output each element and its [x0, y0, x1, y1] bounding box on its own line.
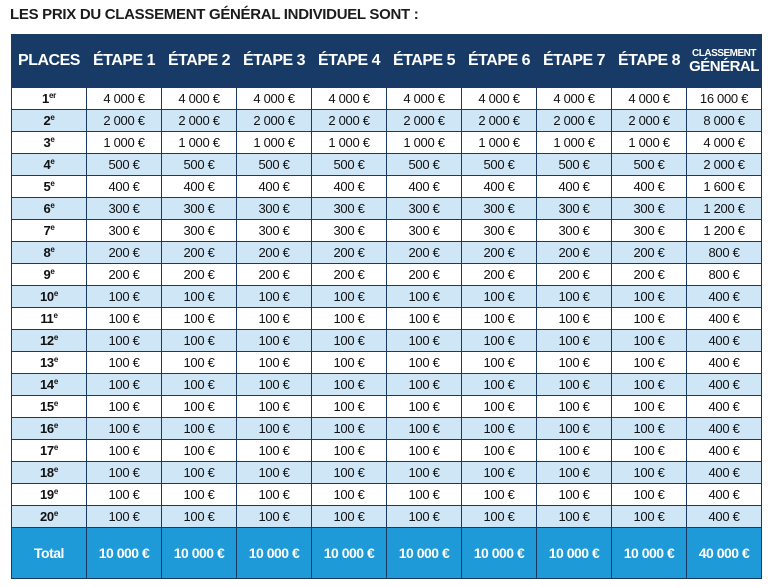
stage-prize-cell: 100 €	[387, 484, 462, 506]
table-row	[12, 176, 762, 198]
stage-prize-cell: 500 €	[312, 154, 387, 176]
stage-prize-cell: 300 €	[162, 220, 237, 242]
place-number: 6	[43, 201, 51, 216]
stage-prize-cell: 400 €	[237, 176, 312, 198]
stage-prize-cell: 100 €	[612, 374, 687, 396]
table-row	[12, 374, 762, 396]
stage-prize-cell: 100 €	[87, 396, 162, 418]
place-suffix: e	[53, 289, 59, 298]
general-prize-cell: 800 €	[687, 242, 762, 264]
general-prize-cell: 400 €	[687, 396, 762, 418]
stage-prize-cell: 300 €	[237, 198, 312, 220]
stage-prize-cell: 100 €	[87, 330, 162, 352]
total-row	[12, 528, 762, 579]
table-row	[12, 242, 762, 264]
stage-prize-cell: 300 €	[237, 220, 312, 242]
header-general-bottom: GÉNÉRAL	[689, 57, 759, 75]
table-row	[12, 110, 762, 132]
stage-prize-cell: 1 000 €	[162, 132, 237, 154]
place-cell	[12, 396, 87, 418]
stage-prize-cell: 100 €	[237, 396, 312, 418]
stage-prize-cell: 100 €	[312, 396, 387, 418]
table-row	[12, 506, 762, 528]
stage-prize-cell: 100 €	[237, 286, 312, 308]
stage-prize-cell: 100 €	[462, 396, 537, 418]
place-suffix: e	[50, 135, 55, 144]
table-row	[12, 286, 762, 308]
stage-prize-cell: 2 000 €	[162, 110, 237, 132]
stage-prize-cell: 300 €	[612, 220, 687, 242]
place-cell	[12, 132, 87, 154]
stage-prize-cell: 500 €	[387, 154, 462, 176]
table-row	[12, 154, 762, 176]
total-general: 40 000 €	[687, 528, 762, 579]
place-cell	[12, 440, 87, 462]
place-suffix: e	[50, 223, 55, 232]
stage-prize-cell: 200 €	[162, 264, 237, 286]
stage-prize-cell: 100 €	[612, 506, 687, 528]
stage-prize-cell: 400 €	[612, 176, 687, 198]
stage-prize-cell: 200 €	[537, 242, 612, 264]
general-prize-cell: 400 €	[687, 286, 762, 308]
stage-prize-cell: 100 €	[162, 374, 237, 396]
general-prize-cell: 4 000 €	[687, 132, 762, 154]
stage-prize-cell: 200 €	[612, 264, 687, 286]
place-cell	[12, 176, 87, 198]
stage-prize-cell: 4 000 €	[312, 88, 387, 110]
place-suffix: e	[50, 113, 55, 122]
stage-prize-cell: 100 €	[162, 396, 237, 418]
place-suffix: e	[53, 377, 59, 386]
place-number: 8	[43, 245, 51, 260]
stage-prize-cell: 100 €	[387, 352, 462, 374]
stage-prize-cell: 100 €	[162, 506, 237, 528]
general-prize-cell: 400 €	[687, 418, 762, 440]
page-title: LES PRIX DU CLASSEMENT GÉNÉRAL INDIVIDUEL SONT :	[10, 6, 419, 23]
place-suffix: e	[53, 399, 59, 408]
total-stage: 10 000 €	[462, 528, 537, 579]
stage-prize-cell: 100 €	[387, 418, 462, 440]
total-stage: 10 000 €	[237, 528, 312, 579]
table-row	[12, 132, 762, 154]
header-stage: ÉTAPE 5	[387, 35, 462, 88]
general-prize-cell: 8 000 €	[687, 110, 762, 132]
general-prize-cell: 400 €	[687, 330, 762, 352]
header-stage: ÉTAPE 8	[612, 35, 687, 88]
general-prize-cell: 16 000 €	[687, 88, 762, 110]
place-cell	[12, 198, 87, 220]
stage-prize-cell: 100 €	[237, 374, 312, 396]
place-suffix: e	[53, 509, 59, 518]
place-number: 16	[39, 421, 54, 436]
header-places: PLACES	[12, 35, 87, 88]
stage-prize-cell: 100 €	[387, 440, 462, 462]
header-stage: ÉTAPE 1	[87, 35, 162, 88]
table-row	[12, 396, 762, 418]
header-stage: ÉTAPE 3	[237, 35, 312, 88]
stage-prize-cell: 100 €	[612, 462, 687, 484]
place-suffix: e	[53, 465, 59, 474]
place-suffix: e	[53, 333, 59, 342]
place-cell	[12, 418, 87, 440]
stage-prize-cell: 100 €	[312, 506, 387, 528]
stage-prize-cell: 1 000 €	[87, 132, 162, 154]
total-stage: 10 000 €	[87, 528, 162, 579]
stage-prize-cell: 100 €	[312, 286, 387, 308]
stage-prize-cell: 100 €	[87, 352, 162, 374]
stage-prize-cell: 100 €	[462, 462, 537, 484]
stage-prize-cell: 300 €	[462, 198, 537, 220]
place-suffix: e	[53, 487, 59, 496]
stage-prize-cell: 100 €	[537, 308, 612, 330]
place-suffix: e	[50, 201, 55, 210]
place-number: 18	[39, 465, 54, 480]
table-row	[12, 418, 762, 440]
stage-prize-cell: 500 €	[87, 154, 162, 176]
stage-prize-cell: 300 €	[537, 220, 612, 242]
header-stage: ÉTAPE 2	[162, 35, 237, 88]
place-suffix: e	[53, 355, 59, 364]
place-cell	[12, 462, 87, 484]
general-prize-cell: 400 €	[687, 352, 762, 374]
place-number: 2	[43, 113, 51, 128]
stage-prize-cell: 100 €	[312, 352, 387, 374]
place-number: 15	[39, 399, 54, 414]
stage-prize-cell: 1 000 €	[537, 132, 612, 154]
stage-prize-cell: 100 €	[162, 440, 237, 462]
stage-prize-cell: 100 €	[162, 286, 237, 308]
stage-prize-cell: 100 €	[612, 308, 687, 330]
stage-prize-cell: 500 €	[612, 154, 687, 176]
place-cell	[12, 88, 87, 110]
stage-prize-cell: 200 €	[87, 242, 162, 264]
place-suffix: er	[48, 91, 56, 100]
stage-prize-cell: 100 €	[237, 352, 312, 374]
place-cell	[12, 242, 87, 264]
stage-prize-cell: 400 €	[537, 176, 612, 198]
general-prize-cell: 400 €	[687, 308, 762, 330]
place-cell	[12, 308, 87, 330]
stage-prize-cell: 200 €	[612, 242, 687, 264]
place-suffix: e	[50, 179, 55, 188]
stage-prize-cell: 100 €	[162, 352, 237, 374]
stage-prize-cell: 200 €	[237, 264, 312, 286]
stage-prize-cell: 2 000 €	[462, 110, 537, 132]
stage-prize-cell: 200 €	[312, 242, 387, 264]
stage-prize-cell: 200 €	[462, 264, 537, 286]
general-prize-cell: 400 €	[687, 462, 762, 484]
stage-prize-cell: 200 €	[462, 242, 537, 264]
stage-prize-cell: 300 €	[312, 220, 387, 242]
stage-prize-cell: 500 €	[162, 154, 237, 176]
stage-prize-cell: 100 €	[312, 308, 387, 330]
place-cell	[12, 506, 87, 528]
stage-prize-cell: 300 €	[387, 220, 462, 242]
total-label: Total	[12, 528, 87, 579]
stage-prize-cell: 100 €	[312, 330, 387, 352]
stage-prize-cell: 4 000 €	[87, 88, 162, 110]
place-number: 19	[39, 487, 54, 502]
stage-prize-cell: 100 €	[537, 506, 612, 528]
stage-prize-cell: 100 €	[162, 462, 237, 484]
stage-prize-cell: 4 000 €	[162, 88, 237, 110]
table-row	[12, 462, 762, 484]
table-row	[12, 264, 762, 286]
stage-prize-cell: 100 €	[537, 352, 612, 374]
place-number: 5	[43, 179, 51, 194]
place-cell	[12, 110, 87, 132]
place-cell	[12, 154, 87, 176]
place-cell	[12, 374, 87, 396]
stage-prize-cell: 100 €	[387, 374, 462, 396]
stage-prize-cell: 300 €	[462, 220, 537, 242]
general-prize-cell: 1 200 €	[687, 220, 762, 242]
stage-prize-cell: 100 €	[462, 506, 537, 528]
stage-prize-cell: 100 €	[462, 286, 537, 308]
stage-prize-cell: 2 000 €	[237, 110, 312, 132]
stage-prize-cell: 100 €	[237, 484, 312, 506]
stage-prize-cell: 100 €	[237, 330, 312, 352]
stage-prize-cell: 500 €	[237, 154, 312, 176]
stage-prize-cell: 100 €	[87, 484, 162, 506]
stage-prize-cell: 100 €	[237, 418, 312, 440]
stage-prize-cell: 100 €	[237, 440, 312, 462]
stage-prize-cell: 4 000 €	[237, 88, 312, 110]
stage-prize-cell: 100 €	[312, 418, 387, 440]
place-suffix: e	[50, 245, 55, 254]
stage-prize-cell: 100 €	[537, 440, 612, 462]
header-stage: ÉTAPE 7	[537, 35, 612, 88]
table-row	[12, 330, 762, 352]
stage-prize-cell: 100 €	[537, 484, 612, 506]
header-stage: ÉTAPE 6	[462, 35, 537, 88]
stage-prize-cell: 100 €	[612, 418, 687, 440]
stage-prize-cell: 100 €	[537, 462, 612, 484]
stage-prize-cell: 500 €	[462, 154, 537, 176]
stage-prize-cell: 100 €	[87, 462, 162, 484]
place-number: 1	[42, 91, 49, 106]
table-row	[12, 308, 762, 330]
stage-prize-cell: 100 €	[612, 286, 687, 308]
total-stage: 10 000 €	[612, 528, 687, 579]
table-row	[12, 352, 762, 374]
stage-prize-cell: 100 €	[387, 506, 462, 528]
stage-prize-cell: 2 000 €	[312, 110, 387, 132]
place-number: 10	[39, 289, 54, 304]
place-number: 3	[43, 135, 51, 150]
stage-prize-cell: 2 000 €	[87, 110, 162, 132]
stage-prize-cell: 100 €	[612, 396, 687, 418]
place-number: 20	[39, 509, 54, 524]
total-stage: 10 000 €	[162, 528, 237, 579]
place-suffix: e	[53, 311, 58, 320]
stage-prize-cell: 100 €	[462, 374, 537, 396]
stage-prize-cell: 100 €	[612, 484, 687, 506]
stage-prize-cell: 100 €	[462, 440, 537, 462]
stage-prize-cell: 4 000 €	[612, 88, 687, 110]
stage-prize-cell: 200 €	[387, 264, 462, 286]
header-stage: ÉTAPE 4	[312, 35, 387, 88]
general-prize-cell: 1 200 €	[687, 198, 762, 220]
place-number: 7	[43, 223, 51, 238]
stage-prize-cell: 100 €	[537, 330, 612, 352]
stage-prize-cell: 500 €	[537, 154, 612, 176]
place-cell	[12, 330, 87, 352]
general-prize-cell: 2 000 €	[687, 154, 762, 176]
place-cell	[12, 220, 87, 242]
stage-prize-cell: 100 €	[87, 440, 162, 462]
stage-prize-cell: 1 000 €	[237, 132, 312, 154]
stage-prize-cell: 100 €	[462, 418, 537, 440]
stage-prize-cell: 400 €	[162, 176, 237, 198]
general-prize-cell: 400 €	[687, 484, 762, 506]
stage-prize-cell: 100 €	[537, 418, 612, 440]
place-suffix: e	[50, 267, 55, 276]
general-prize-cell: 400 €	[687, 506, 762, 528]
place-cell	[12, 484, 87, 506]
place-cell	[12, 352, 87, 374]
stage-prize-cell: 100 €	[612, 352, 687, 374]
stage-prize-cell: 100 €	[612, 330, 687, 352]
place-suffix: e	[53, 443, 59, 452]
stage-prize-cell: 300 €	[87, 220, 162, 242]
stage-prize-cell: 400 €	[387, 176, 462, 198]
header-general-top: CLASSEMENT	[692, 47, 756, 59]
place-number: 14	[39, 377, 54, 392]
stage-prize-cell: 100 €	[462, 330, 537, 352]
stage-prize-cell: 100 €	[312, 484, 387, 506]
stage-prize-cell: 100 €	[462, 352, 537, 374]
stage-prize-cell: 300 €	[612, 198, 687, 220]
total-stage: 10 000 €	[312, 528, 387, 579]
stage-prize-cell: 100 €	[87, 506, 162, 528]
stage-prize-cell: 100 €	[312, 374, 387, 396]
place-number: 13	[39, 355, 54, 370]
general-prize-cell: 400 €	[687, 440, 762, 462]
stage-prize-cell: 400 €	[462, 176, 537, 198]
general-prize-cell: 800 €	[687, 264, 762, 286]
stage-prize-cell: 4 000 €	[537, 88, 612, 110]
stage-prize-cell: 300 €	[537, 198, 612, 220]
table-row	[12, 88, 762, 110]
stage-prize-cell: 100 €	[387, 396, 462, 418]
stage-prize-cell: 200 €	[537, 264, 612, 286]
stage-prize-cell: 100 €	[612, 440, 687, 462]
stage-prize-cell: 4 000 €	[387, 88, 462, 110]
stage-prize-cell: 200 €	[387, 242, 462, 264]
general-prize-cell: 400 €	[687, 374, 762, 396]
place-suffix: e	[50, 157, 55, 166]
stage-prize-cell: 100 €	[537, 374, 612, 396]
stage-prize-cell: 100 €	[312, 440, 387, 462]
stage-prize-cell: 200 €	[162, 242, 237, 264]
header-general	[687, 35, 762, 88]
stage-prize-cell: 300 €	[162, 198, 237, 220]
place-suffix: e	[53, 421, 59, 430]
place-cell	[12, 264, 87, 286]
table-row	[12, 198, 762, 220]
stage-prize-cell: 100 €	[462, 484, 537, 506]
stage-prize-cell: 100 €	[387, 330, 462, 352]
stage-prize-cell: 1 000 €	[612, 132, 687, 154]
stage-prize-cell: 300 €	[387, 198, 462, 220]
stage-prize-cell: 1 000 €	[312, 132, 387, 154]
stage-prize-cell: 100 €	[312, 462, 387, 484]
general-prize-cell: 1 600 €	[687, 176, 762, 198]
place-number: 12	[39, 333, 54, 348]
stage-prize-cell: 100 €	[162, 484, 237, 506]
stage-prize-cell: 4 000 €	[462, 88, 537, 110]
stage-prize-cell: 200 €	[237, 242, 312, 264]
stage-prize-cell: 100 €	[387, 462, 462, 484]
stage-prize-cell: 1 000 €	[387, 132, 462, 154]
stage-prize-cell: 400 €	[87, 176, 162, 198]
prize-table	[11, 34, 762, 579]
table-row	[12, 484, 762, 506]
stage-prize-cell: 300 €	[87, 198, 162, 220]
table-row	[12, 220, 762, 242]
stage-prize-cell: 100 €	[237, 506, 312, 528]
stage-prize-cell: 100 €	[462, 308, 537, 330]
total-stage: 10 000 €	[537, 528, 612, 579]
stage-prize-cell: 100 €	[237, 308, 312, 330]
stage-prize-cell: 100 €	[87, 374, 162, 396]
stage-prize-cell: 100 €	[87, 286, 162, 308]
header-row	[12, 35, 762, 88]
place-number: 11	[40, 311, 54, 326]
stage-prize-cell: 100 €	[237, 462, 312, 484]
stage-prize-cell: 2 000 €	[537, 110, 612, 132]
stage-prize-cell: 1 000 €	[462, 132, 537, 154]
stage-prize-cell: 100 €	[162, 308, 237, 330]
stage-prize-cell: 100 €	[387, 308, 462, 330]
stage-prize-cell: 100 €	[162, 330, 237, 352]
place-number: 17	[39, 443, 54, 458]
stage-prize-cell: 2 000 €	[612, 110, 687, 132]
table-row	[12, 440, 762, 462]
total-stage: 10 000 €	[387, 528, 462, 579]
stage-prize-cell: 200 €	[312, 264, 387, 286]
place-number: 4	[43, 157, 51, 172]
stage-prize-cell: 400 €	[312, 176, 387, 198]
stage-prize-cell: 100 €	[162, 418, 237, 440]
stage-prize-cell: 100 €	[387, 286, 462, 308]
stage-prize-cell: 100 €	[87, 308, 162, 330]
stage-prize-cell: 100 €	[537, 396, 612, 418]
stage-prize-cell: 100 €	[87, 418, 162, 440]
stage-prize-cell: 100 €	[537, 286, 612, 308]
stage-prize-cell: 200 €	[87, 264, 162, 286]
stage-prize-cell: 2 000 €	[387, 110, 462, 132]
stage-prize-cell: 300 €	[312, 198, 387, 220]
place-cell	[12, 286, 87, 308]
place-number: 9	[43, 267, 51, 282]
